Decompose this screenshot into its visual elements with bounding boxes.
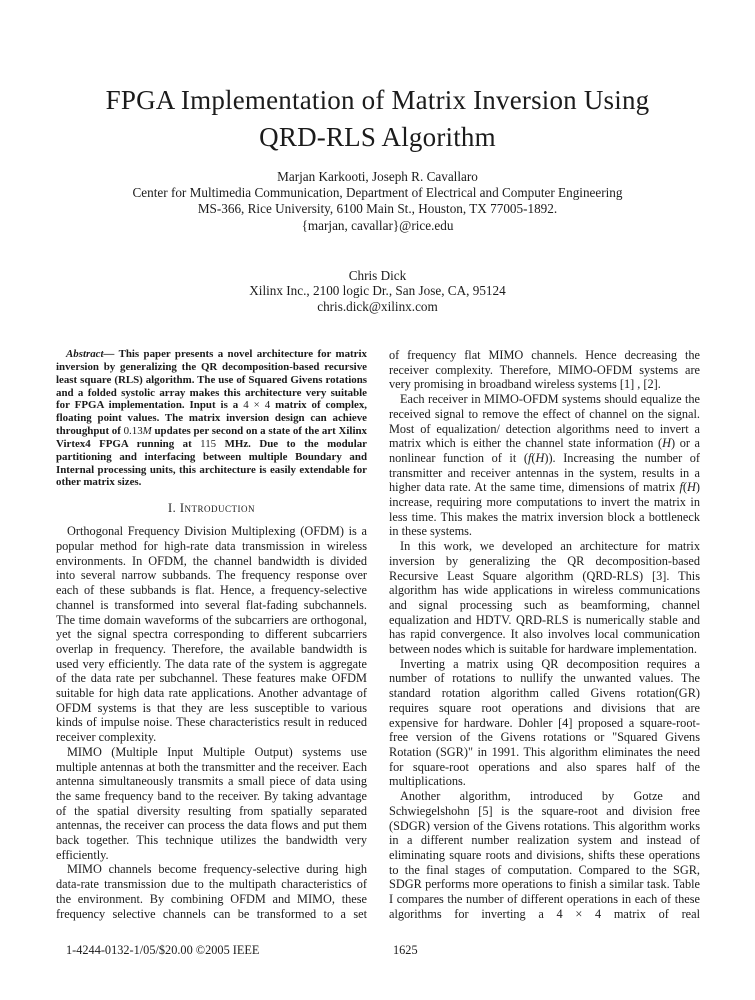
right-column [389, 348, 700, 921]
paragraph-qrd-rls: In this work, we developed an architecture for matrix inversion by generalizing the QR decomposition-based Recursive Least Square algorithm (QRD-RLS) [3]. This algorithm has wide applications in wireless communications and signal processing such as beamforming, channel equalization and HDTV. QRD-RLS is numerically stable and has rapid convergence. It also involves local communication between nodes which is suitable for hardware implementation. [389, 539, 700, 657]
paper-body [56, 348, 700, 921]
paragraph-receiver-equalization: Each receiver in MIMO-OFDM systems should equalize the received signal to remove the effect of channel on the signal. Most of equalization/ detection algorithms need to invert a matrix which is either the channel state information (H) or a nonlinear function of it (f(H)). Increasing the number of transmitter and receiver antennas in the system, results in a higher data rate. At the same time, dimensions of matrix f(H) increase, requiring more computations to invert the matrix in less time. This makes the matrix inversion block a bottleneck in these systems. [389, 392, 700, 539]
footer-copyright: 1-4244-0132-1/05/$20.00 ©2005 IEEE [66, 943, 260, 957]
author-affiliation: Center for Multimedia Communication, Department of Electrical and Computer Engineering [132, 185, 623, 201]
abstract-label: Abstract— [66, 348, 115, 360]
paper-title [0, 82, 755, 156]
author-names: Marjan Karkooti, Joseph R. Cavallaro [277, 169, 478, 184]
left-column [56, 348, 367, 921]
abstract-paragraph [56, 348, 367, 489]
paragraph-givens-rotation: Inverting a matrix using QR decomposition requires a number of rotations to nullify the unwanted values. The standard rotation algorithm called Givens rotation(GR) requires square root operations and divisions that are expensive for hardware. Dohler [4] proposed a square-root-free version of the Givens rotations or "Squared Givens Rotation (SGR)" in 1991. This algorithm eliminates the need for square-root operations and also spares half of the multiplications. [389, 656, 700, 789]
paragraph-ofdm: Orthogonal Frequency Division Multiplexing (OFDM) is a popular method for high-rate data transmission in wireless environments. In OFDM, the channel bandwidth is divided into several narrow subbands. The frequency response over each of these subbands is flat. Hence, a frequency-selective channel is transformed into several flat-fading subchannels. The time domain waveforms of the subcarriers are orthogonal, yet the signal spectra corresponding to different subcarriers overlap in frequency. Therefore, the available bandwidth is used very efficiently. The data rate of the system is aggregate of the data rate per subchannel. These features make OFDM suitable for high data rate applications. Another advantage of OFDM systems is that they are less susceptible to various kinds of impulse noise. These characteristics result in reduced receiver complexity. [56, 524, 367, 745]
author-affiliation: Xilinx Inc., 2100 logic Dr., San Jose, CA, 95124 [249, 283, 506, 299]
paper-title-line-2: QRD-RLS Algorithm [259, 122, 496, 152]
abstract-text: This paper presents a novel architecture for matrix inversion by generalizing the QR decomposition-based recursive least square (RLS) algorithm. The use of Squared Givens rotations and a folded systolic array makes this architecture very suitable for FPGA implementation. Input is a 4 × 4 matrix of complex, floating point values. The matrix inversion design can achieve throughput of 0.13M updates per second on a state of the art Xilinx Virtex4 FPGA running at 115 MHz. Due to the modular partitioning and interfacing between multiple Boundary and Internal processing units, this architecture is easily extendable for other matrix sizes. [56, 348, 367, 489]
section-heading-introduction: I. Introduction [168, 501, 255, 516]
author-email: chris.dick@xilinx.com [317, 298, 438, 314]
paragraph-sdgr: Another algorithm, introduced by Gotze and Schwiegelshohn [5] is the square-root and division free (SDGR) version of the Givens rotations. This algorithm works in a different number realization system and instead of eliminating square roots and divisions, shifts these operations to the final stages of computation. Compared to the SGR, SDGR performs more operations to finish a similar task. Table I compares the number of different operations in each of these algorithms for inverting a 4 × 4 matrix of real [389, 789, 700, 921]
author-address: MS-366, Rice University, 6100 Main St., Houston, TX 77005-1892. [197, 201, 558, 217]
author-block-rice [0, 169, 755, 234]
paragraph-mimo-channels: MIMO channels become frequency-selective during high data-rate transmission due to the multipath characteristics of the environment. By combining OFDM and MIMO, these frequency selective channels can be transformed to a set [56, 862, 367, 921]
paper-title-line-1: FPGA Implementation of Matrix Inversion Using [105, 85, 650, 115]
page-number: 1625 [393, 943, 418, 957]
author-email: {marjan, cavallar}@rice.edu [301, 217, 454, 233]
author-block-xilinx [0, 268, 755, 314]
author-names: Chris Dick [348, 268, 407, 283]
paragraph-mimo-channels-continued: of frequency flat MIMO channels. Hence decreasing the receiver complexity. Therefore, MIMO-OFDM systems are very promising in broadband wireless systems [1] , [2]. [389, 348, 700, 392]
paragraph-mimo: MIMO (Multiple Input Multiple Output) systems use multiple antennas at both the transmitter and the receiver. Each antenna simultaneously transmits a small piece of data using the same frequency band to the receiver. By taking advantage of the spatial diversity resulting from spatially separated antennas, the receiver can process the data flows and put them back together. This technique utilizes the bandwidth very efficiently. [56, 744, 367, 862]
